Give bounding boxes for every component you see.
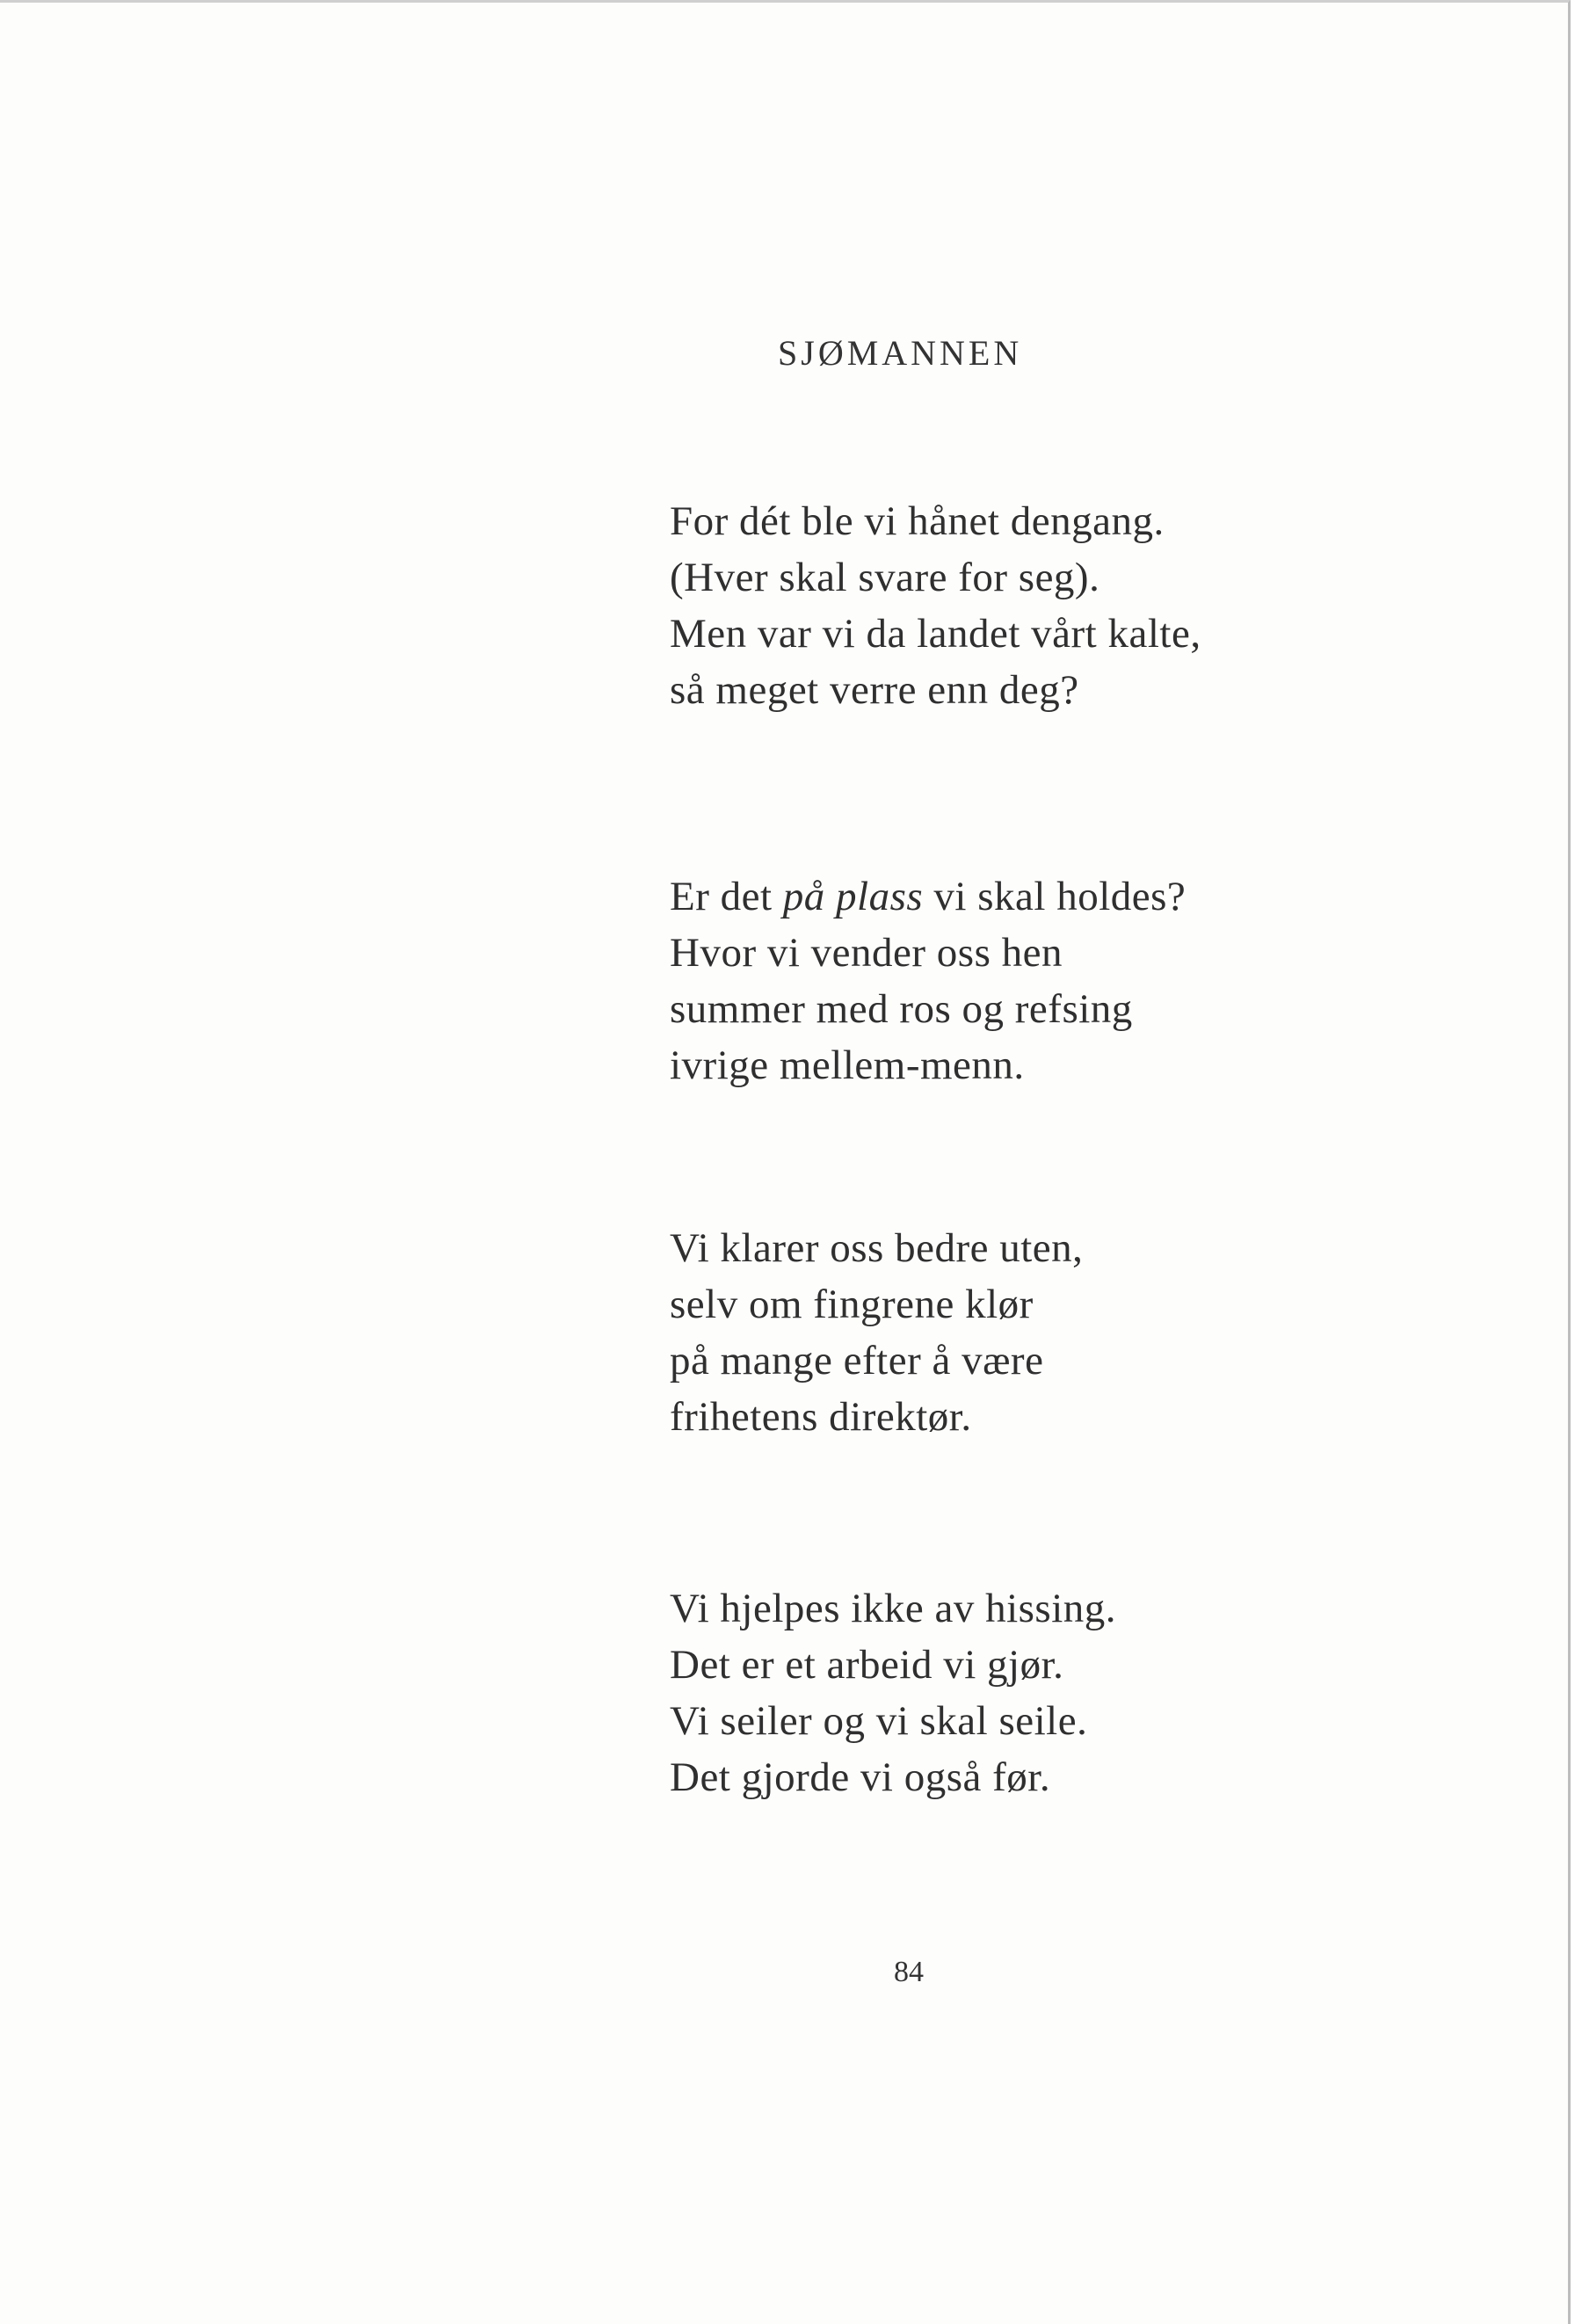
page-number: 84 bbox=[894, 1956, 924, 1988]
poem-line-emphasis: på plass bbox=[782, 874, 924, 919]
poem-line: Vi hjelpes ikke av hissing. bbox=[670, 1586, 1117, 1631]
poem-line: frihetens direktør. bbox=[670, 1394, 972, 1440]
poem-line: Vi seiler og vi skal seile. bbox=[670, 1698, 1088, 1744]
poem-line: selv om fingrene klør bbox=[670, 1282, 1034, 1327]
poem-line: (Hver skal svare for seg). bbox=[670, 555, 1100, 600]
poem-line: Hvor vi vender oss hen bbox=[670, 930, 1063, 976]
poem-line: ivrige mellem-menn. bbox=[670, 1042, 1025, 1088]
poem-line-prefix: Er det bbox=[670, 874, 783, 919]
poem-line: Det gjorde vi også før. bbox=[670, 1754, 1051, 1800]
poem-line: på mange efter å være bbox=[670, 1338, 1044, 1384]
poem-title: SJØMANNEN bbox=[778, 333, 1023, 373]
poem-line: summer med ros og refsing bbox=[670, 986, 1133, 1032]
stanza-1 bbox=[670, 493, 1201, 718]
stanza-2 bbox=[670, 868, 1186, 1093]
poem-line: Vi klarer oss bedre uten, bbox=[670, 1225, 1084, 1271]
poem-line: så meget verre enn deg? bbox=[670, 667, 1079, 713]
poem-line bbox=[670, 868, 1186, 925]
poem-line-suffix: vi skal holdes? bbox=[923, 874, 1186, 919]
poem-line: Det er et arbeid vi gjør. bbox=[670, 1642, 1064, 1688]
poem-line: For dét ble vi hånet dengang. bbox=[670, 498, 1165, 544]
poem-line: Men var vi da landet vårt kalte, bbox=[670, 611, 1201, 657]
stanza-4 bbox=[670, 1580, 1116, 1805]
stanza-3 bbox=[670, 1220, 1083, 1445]
